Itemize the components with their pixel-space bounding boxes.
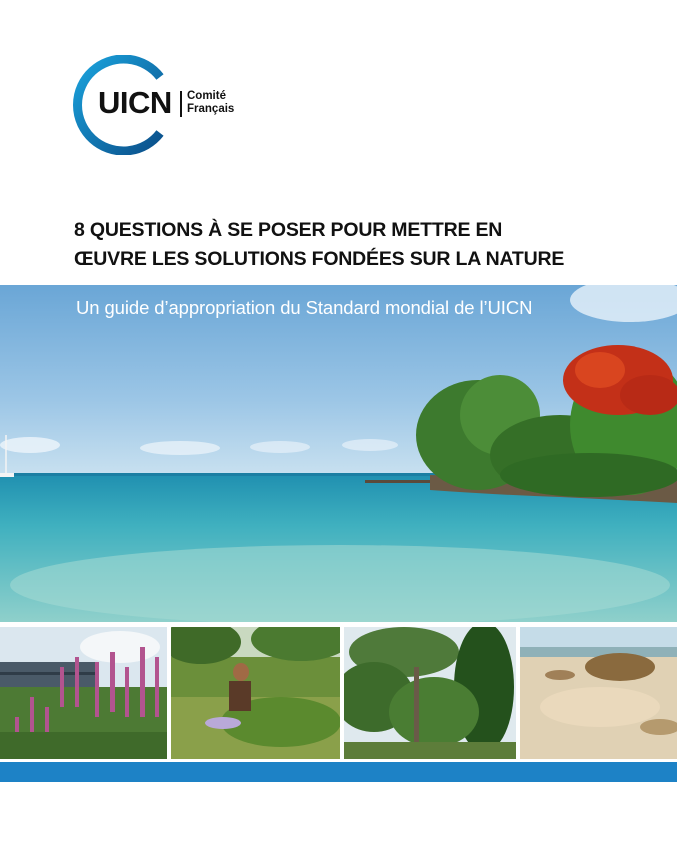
hero-photo — [0, 285, 677, 622]
cover-subtitle: Un guide d’appropriation du Standard mondial de l’UICN — [76, 297, 533, 318]
cover-title-line-1: 8 QUESTIONS À SE POSER POUR METTRE EN — [74, 219, 503, 241]
accent-bar — [0, 762, 677, 782]
logo-divider — [180, 91, 182, 117]
thumbnail-photo-flowers — [0, 627, 167, 759]
logo-acronym: UICN — [98, 85, 172, 120]
thumbnail-photo-forest — [344, 627, 516, 759]
logo-subline-1: Comité — [187, 90, 226, 102]
thumbnail-photo-gardener — [171, 627, 340, 759]
logo-subline-2: Français — [187, 103, 235, 115]
cover-title — [74, 216, 654, 274]
logo-subtitle — [187, 90, 234, 116]
cover-title-line-2: ŒUVRE LES SOLUTIONS FONDÉES SUR LA NATURE — [74, 248, 565, 270]
uicn-logo — [72, 55, 252, 155]
thumbnail-photo-dunes — [520, 627, 677, 759]
